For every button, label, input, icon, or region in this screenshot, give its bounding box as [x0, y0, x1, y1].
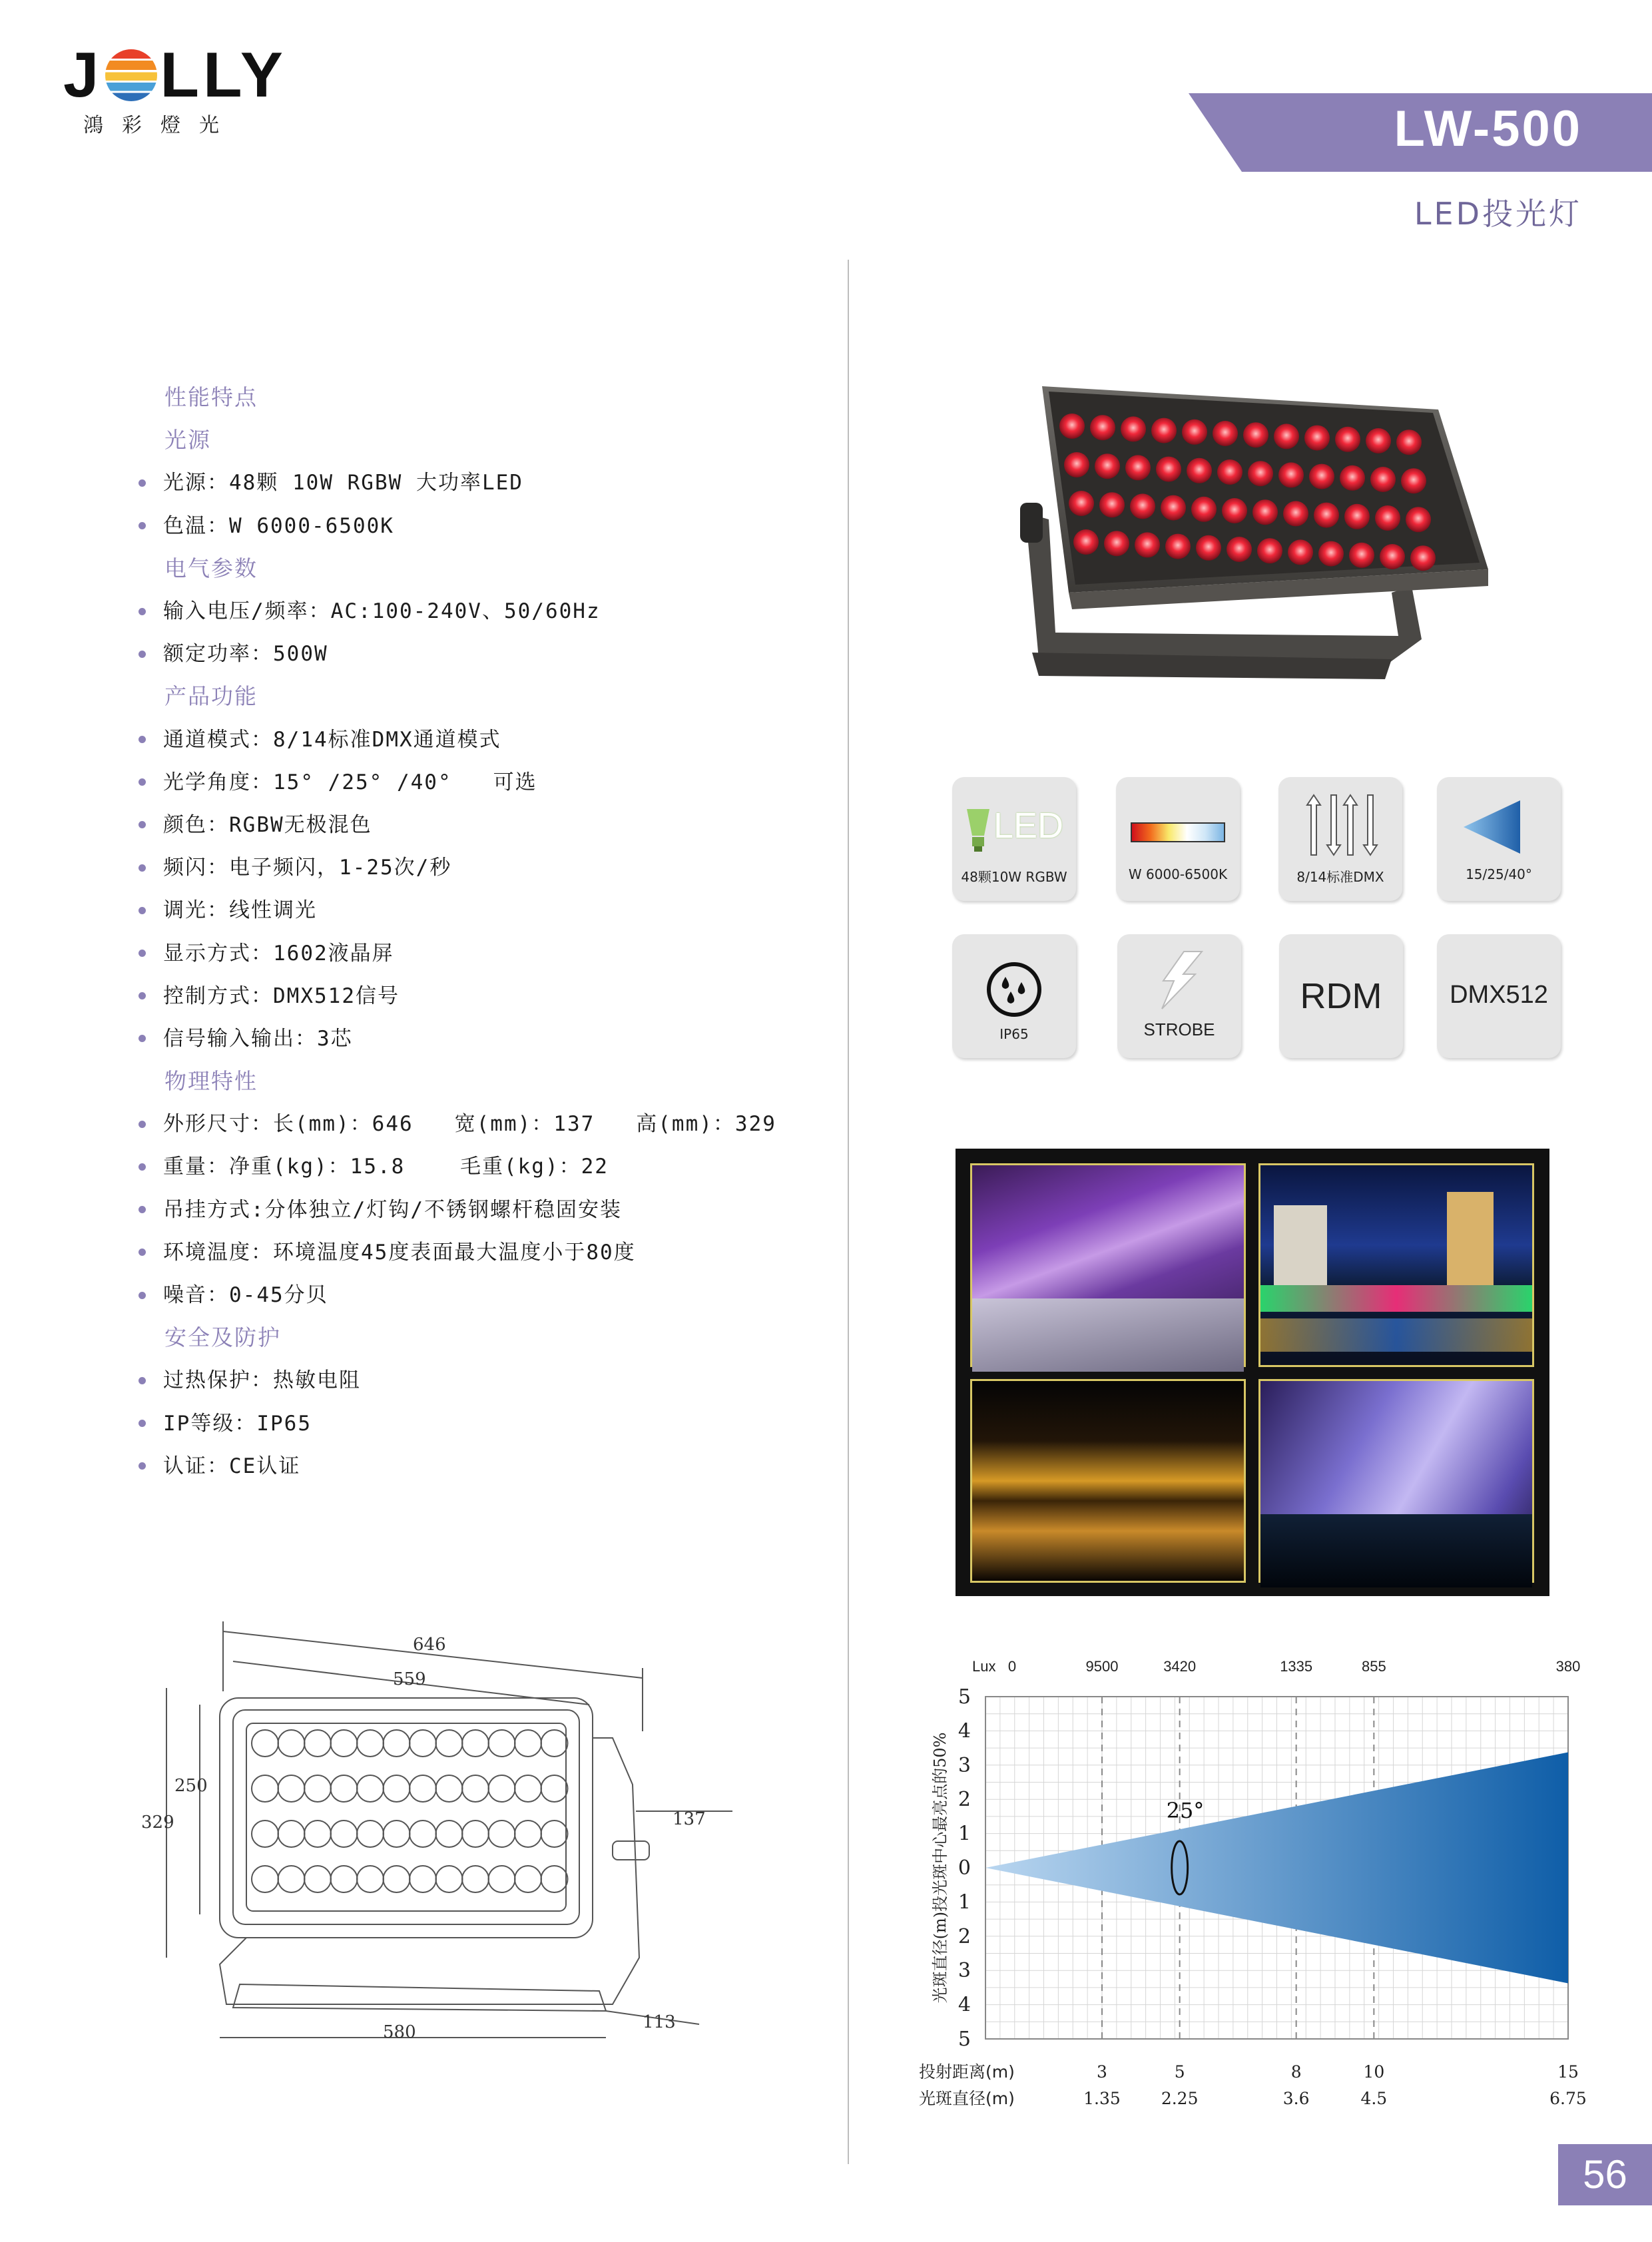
dmx-mode-caption: 8/14标准DMX	[1296, 869, 1384, 885]
led-outline	[515, 1866, 541, 1892]
y-tick: 3	[958, 1753, 971, 1777]
led-lens	[1196, 535, 1221, 561]
spec-item	[133, 1017, 832, 1060]
led-lens	[1059, 414, 1085, 439]
y-tick: 5	[958, 2028, 971, 2051]
led-outline	[357, 1821, 384, 1847]
led-lens	[1182, 420, 1207, 445]
photo-palace-reflection	[970, 1379, 1246, 1583]
led-lens	[1344, 504, 1370, 529]
spec-text: 产品功能	[164, 683, 258, 710]
strobe-caption: STROBE	[1143, 1019, 1215, 1039]
led-outline	[541, 1775, 568, 1802]
led-lens	[1121, 416, 1146, 441]
led-lens	[1401, 468, 1426, 493]
led-lens	[1135, 532, 1160, 557]
led-outline	[541, 1866, 568, 1892]
led-outline	[331, 1866, 358, 1892]
sun-icon	[105, 49, 157, 101]
led-lens	[1366, 428, 1391, 453]
diameter-label: 光斑直径(m)	[919, 2089, 1015, 2108]
led-lens	[1396, 429, 1422, 455]
color-temp-gradient-icon	[1131, 822, 1225, 842]
led-outline	[462, 1821, 489, 1847]
led-lens	[1278, 462, 1304, 487]
led-lens	[1375, 505, 1400, 531]
led-outline	[304, 1730, 331, 1757]
led-lens	[1335, 427, 1360, 452]
spec-item	[133, 975, 832, 1017]
led-outline	[331, 1775, 358, 1802]
brand-subtitle: 鴻彩燈光	[83, 114, 238, 137]
led-lens	[1125, 455, 1151, 480]
application-photos	[956, 1149, 1549, 1596]
y-tick: 1	[958, 1822, 971, 1846]
spec-text: 显示方式：1602液晶屏	[163, 941, 394, 966]
arrows-updown-icon	[1304, 792, 1377, 858]
led-outline	[462, 1866, 489, 1892]
led-lens	[1073, 529, 1099, 555]
feature-led-tile	[952, 777, 1076, 901]
led-lens	[1161, 495, 1186, 521]
led-outline	[331, 1730, 358, 1757]
bullet-icon	[138, 1462, 146, 1470]
y-tick: 2	[958, 1788, 971, 1812]
led-lens	[1283, 501, 1308, 526]
lux-value: 9500	[1085, 1658, 1119, 1675]
spec-text: 环境温度：环境温度45度表面最大温度小于80度	[163, 1240, 636, 1264]
spec-heading	[133, 376, 832, 419]
led-lens	[1165, 534, 1191, 559]
distance-tick: 3	[1097, 2062, 1107, 2082]
led-outline	[436, 1730, 463, 1757]
spec-text: IP等级：IP65	[163, 1411, 312, 1436]
led-outline	[489, 1730, 515, 1757]
bullet-icon	[138, 1249, 146, 1256]
led-lens	[1314, 503, 1339, 528]
led-outline	[436, 1775, 463, 1802]
led-lens	[1340, 465, 1365, 491]
spec-text: 光源：48颗 10W RGBW 大功率LED	[163, 471, 523, 495]
led-lens	[1227, 537, 1252, 562]
bullet-icon	[138, 1163, 146, 1171]
brand-letter-j: J	[63, 39, 103, 111]
y-tick: 4	[958, 1719, 971, 1743]
y-tick: 2	[958, 1924, 971, 1948]
lux-value: 380	[1555, 1658, 1581, 1675]
spec-text: 重量：净重(kg)：15.8 毛重(kg)：22	[163, 1155, 609, 1179]
spec-item	[133, 1103, 832, 1145]
spec-item	[133, 590, 832, 633]
led-outline	[541, 1730, 568, 1757]
spec-item	[133, 1231, 832, 1274]
spec-text: 光学角度：15° /25° /40° 可选	[163, 770, 537, 794]
led-lens	[1370, 467, 1396, 492]
led-outline	[489, 1775, 515, 1802]
distance-label: 投射距离(m)	[919, 2062, 1015, 2082]
photo-building-palms	[1258, 1379, 1534, 1583]
spec-list	[133, 376, 832, 1488]
spec-heading	[133, 1060, 832, 1103]
dim-base-depth: 113	[643, 2012, 676, 2032]
led-lens	[1252, 499, 1278, 525]
bullet-icon	[138, 778, 146, 786]
bullet-icon	[138, 1292, 146, 1299]
led-lens	[1257, 538, 1282, 563]
y-axis-label: 光斑直径(m)投光斑中心最亮点的50%	[931, 1732, 950, 2004]
page-number: 56	[1583, 2152, 1627, 2197]
led-lens	[1156, 457, 1181, 482]
led-outline	[462, 1730, 489, 1757]
led-outline	[278, 1866, 305, 1892]
bullet-icon	[138, 1121, 146, 1128]
diameter-value: 1.35	[1083, 2089, 1121, 2108]
y-tick: 1	[958, 1890, 971, 1914]
led-lens	[1349, 543, 1374, 568]
spec-item	[133, 718, 832, 761]
led-outline	[410, 1730, 436, 1757]
beam-angle-icon	[1457, 797, 1537, 857]
beam-chart	[912, 1651, 1605, 2117]
spec-text: 认证：CE认证	[163, 1454, 301, 1478]
led-bulb-icon	[962, 802, 995, 856]
lux-label: Lux	[972, 1658, 996, 1675]
distance-tick: 10	[1363, 2062, 1385, 2082]
y-tick: 5	[958, 1685, 971, 1709]
spec-item	[133, 633, 832, 675]
diameter-value: 2.25	[1161, 2089, 1199, 2108]
led-lens	[1406, 507, 1431, 532]
spec-heading	[133, 419, 832, 461]
brand-wordmark	[63, 39, 287, 112]
led-outline	[410, 1866, 436, 1892]
led-outline	[252, 1775, 278, 1802]
spec-text: 安全及防护	[164, 1324, 281, 1351]
led-outline	[489, 1821, 515, 1847]
color-temp-caption: W 6000-6500K	[1128, 866, 1228, 882]
brand-logo	[63, 39, 287, 139]
feature-color-temp-tile	[1116, 777, 1240, 901]
led-outline	[252, 1866, 278, 1892]
bullet-icon	[138, 1035, 146, 1042]
column-divider	[848, 260, 849, 2164]
spec-text: 颜色：RGBW无极混色	[163, 812, 372, 837]
spec-text: 噪音：0-45分贝	[163, 1283, 328, 1308]
led-lens	[1104, 531, 1129, 556]
spec-heading	[133, 1316, 832, 1359]
y-tick: 4	[958, 1993, 971, 2017]
lux-value: 1335	[1280, 1658, 1313, 1675]
led-lens	[1410, 545, 1436, 571]
led-outline	[252, 1821, 278, 1847]
led-outline	[278, 1821, 305, 1847]
led-lens	[1187, 458, 1212, 483]
distance-tick: 8	[1290, 2062, 1302, 2082]
led-outline	[357, 1775, 384, 1802]
led-lens	[1064, 452, 1089, 477]
spec-text: 过热保护：热敏电阻	[163, 1368, 361, 1393]
spec-text: 电气参数	[164, 555, 258, 581]
waterproof-icon	[984, 960, 1044, 1019]
dim-height-inner: 250	[174, 1776, 208, 1796]
brand-letters-lly: LLY	[160, 39, 287, 111]
led-lens	[1151, 418, 1177, 443]
spec-text: 吊挂方式:分体独立/灯钩/不锈钢螺杆稳固安装	[163, 1197, 622, 1222]
ip-caption: IP65	[999, 1026, 1029, 1042]
led-outline	[436, 1821, 463, 1847]
bullet-icon	[138, 907, 146, 914]
bullet-icon	[138, 522, 146, 529]
diameter-value: 4.5	[1360, 2089, 1388, 2108]
led-outline	[489, 1866, 515, 1892]
spec-text: 外形尺寸：长(mm)：646 宽(mm)：137 高(mm)：329	[163, 1112, 776, 1137]
led-outline	[278, 1775, 305, 1802]
led-outline	[278, 1730, 305, 1757]
led-outline	[515, 1775, 541, 1802]
led-lens	[1309, 464, 1334, 489]
dmx512-label: DMX512	[1450, 981, 1548, 1009]
spec-text: 频闪：电子频闪，1-25次/秒	[163, 856, 452, 880]
led-label: LED	[993, 806, 1064, 846]
dim-length-total: 646	[413, 1635, 446, 1655]
feature-dmx-mode-tile	[1278, 777, 1402, 901]
diameter-value: 6.75	[1549, 2089, 1587, 2108]
led-outline	[384, 1730, 410, 1757]
spec-item	[133, 1359, 832, 1402]
spec-text: 输入电压/频率：AC:100-240V、50/60Hz	[163, 599, 601, 624]
feature-strobe-tile	[1117, 934, 1241, 1058]
led-outline	[357, 1730, 384, 1757]
distance-tick: 15	[1557, 2062, 1579, 2082]
lux-value: 3420	[1163, 1658, 1197, 1675]
feature-ip-tile	[952, 934, 1076, 1058]
led-lens	[1222, 498, 1247, 523]
led-lens	[1243, 422, 1268, 447]
photo-city-river	[1258, 1163, 1534, 1367]
bullet-icon	[138, 864, 146, 872]
spec-item	[133, 461, 832, 504]
spec-text: 性能特点	[164, 384, 258, 411]
led-lens	[1274, 423, 1299, 449]
spec-item	[133, 1189, 832, 1231]
led-outline	[384, 1775, 410, 1802]
dim-height-total: 329	[141, 1813, 174, 1832]
led-outline	[304, 1821, 331, 1847]
led-lens	[1248, 461, 1273, 486]
spec-heading	[133, 547, 832, 590]
dim-depth: 137	[673, 1809, 706, 1829]
led-lens	[1380, 544, 1405, 569]
led-outline	[384, 1866, 410, 1892]
led-outline	[541, 1821, 568, 1847]
spec-text: 调光：线性调光	[163, 898, 317, 923]
bullet-icon	[138, 992, 146, 999]
led-outline	[304, 1866, 331, 1892]
bullet-icon	[138, 736, 146, 743]
bullet-icon	[138, 821, 146, 828]
product-type: LED投光灯	[1414, 196, 1582, 232]
spec-text: 色温：W 6000-6500K	[163, 513, 394, 538]
led-outline	[331, 1821, 358, 1847]
led-outline	[436, 1866, 463, 1892]
bullet-icon	[138, 608, 146, 615]
spec-item	[133, 1274, 832, 1316]
diameter-value: 3.6	[1282, 2089, 1310, 2108]
led-lens	[1099, 492, 1125, 517]
led-lens	[1069, 491, 1094, 516]
dim-base-width: 580	[383, 2022, 416, 2042]
led-outline	[515, 1821, 541, 1847]
spec-item	[133, 846, 832, 889]
spec-item	[133, 1445, 832, 1488]
led-lens	[1130, 493, 1155, 519]
rdm-label: RDM	[1300, 976, 1382, 1016]
led-outline	[357, 1866, 384, 1892]
led-lens	[1288, 539, 1313, 565]
photo-wall-wash	[970, 1163, 1246, 1367]
spec-text: 通道模式：8/14标准DMX通道模式	[163, 727, 501, 752]
spec-item	[133, 889, 832, 932]
lux-value: 855	[1361, 1658, 1386, 1675]
lightning-icon	[1154, 950, 1207, 1010]
spec-text: 额定功率：500W	[163, 642, 328, 667]
spec-item	[133, 1145, 832, 1188]
y-tick: 3	[958, 1959, 971, 1983]
spec-text: 光源	[164, 427, 211, 453]
distance-tick: 5	[1174, 2062, 1185, 2082]
spec-item	[133, 761, 832, 804]
bullet-icon	[138, 1377, 146, 1384]
led-outline	[515, 1730, 541, 1757]
led-lens	[1090, 415, 1115, 440]
led-lens	[1304, 425, 1330, 451]
led-outline	[410, 1821, 436, 1847]
spec-heading	[133, 675, 832, 718]
beam-angle-label: 25°	[1166, 1798, 1205, 1823]
lux-value: 0	[1007, 1658, 1017, 1675]
led-outline	[410, 1775, 436, 1802]
led-lens	[1217, 459, 1242, 485]
dim-length-inner: 559	[393, 1669, 426, 1689]
product-photo	[985, 373, 1492, 693]
led-lens	[1213, 421, 1238, 446]
feature-angle-tile	[1437, 777, 1561, 901]
led-outline	[252, 1730, 278, 1757]
feature-rdm-tile	[1279, 934, 1403, 1058]
feature-dmx512-tile	[1437, 934, 1561, 1058]
led-lens	[1318, 541, 1344, 567]
bullet-icon	[138, 479, 146, 487]
spec-item	[133, 505, 832, 547]
spec-text: 控制方式：DMX512信号	[163, 983, 400, 1008]
y-tick: 0	[958, 1856, 971, 1880]
led-lens	[1095, 453, 1120, 479]
led-outline	[384, 1821, 410, 1847]
bullet-icon	[138, 651, 146, 658]
bullet-icon	[138, 1420, 146, 1427]
led-caption: 48颗10W RGBW	[961, 869, 1067, 885]
angle-caption: 15/25/40°	[1466, 866, 1532, 882]
model-title: LW-500	[1394, 101, 1582, 157]
spec-item	[133, 1402, 832, 1445]
bullet-icon	[138, 950, 146, 957]
spec-item	[133, 804, 832, 846]
bullet-icon	[138, 1206, 146, 1213]
spec-text: 物理特性	[164, 1068, 258, 1095]
led-lens	[1191, 497, 1217, 522]
spec-text: 信号输入输出：3芯	[163, 1026, 353, 1051]
spec-item	[133, 932, 832, 974]
dimension-drawing	[141, 1611, 746, 2044]
led-outline	[304, 1775, 331, 1802]
led-outline	[462, 1775, 489, 1802]
